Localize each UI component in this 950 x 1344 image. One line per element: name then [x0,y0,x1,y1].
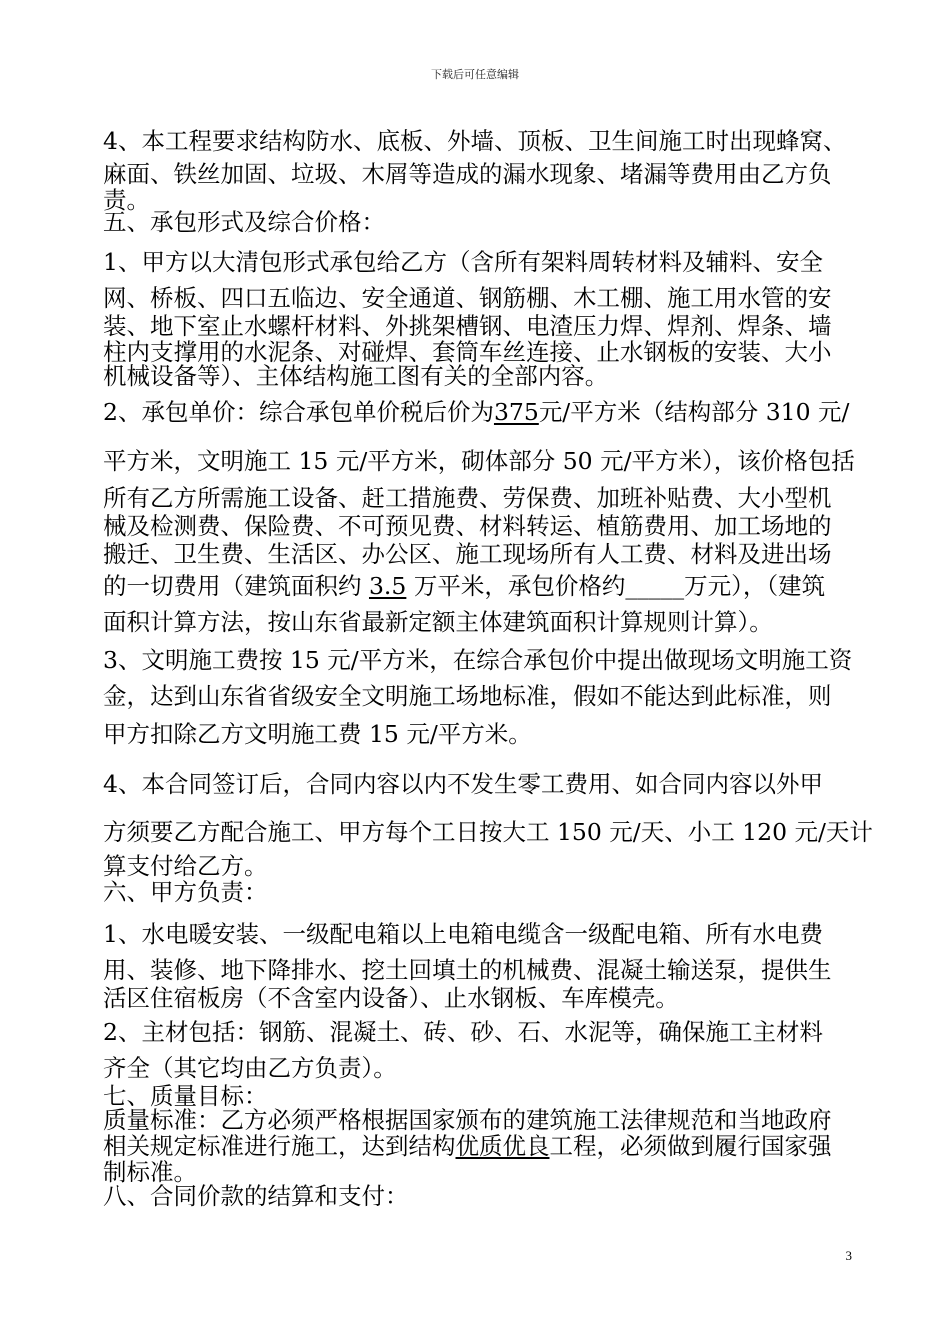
line-text: 工程，必须做到履行国家强 [549,1132,832,1160]
line-text: 相关规定标准进行施工，达到结构 [103,1132,456,1160]
line: 麻面、铁丝加固、垃圾、木屑等造成的漏水现象、堵漏等费用由乙方负 [103,160,832,188]
line [103,1132,832,1160]
line-text: 2、承包单价：综合承包单价税后价为 [103,398,494,426]
area-value: 3.5 [368,572,407,600]
line: 质量标准：乙方必须严格根据国家颁布的建筑施工法律规范和当地政府 [103,1106,832,1134]
line: 面积计算方法，按山东省最新定额主体建筑面积计算规则计算）。 [103,608,773,636]
line: 2、主材包括：钢筋、混凝土、砖、砂、石、水泥等，确保施工主材料 [103,1018,823,1046]
page-header: 下载后可任意编辑 [431,68,519,81]
section-heading: 八、合同价款的结算和支付： [103,1182,409,1210]
line: 4、本工程要求结构防水、底板、外墙、顶板、卫生间施工时出现蜂窝、 [103,127,847,155]
line: 制标准。 [103,1158,197,1186]
quality-grade: 优质优良 [455,1132,550,1160]
line: 所有乙方所需施工设备、赶工措施费、劳保费、加班补贴费、大小型机 [103,484,832,512]
section-heading: 七、质量目标： [103,1082,268,1110]
section-heading: 六、甲方负责： [103,878,268,906]
line: 机械设备等）、主体结构施工图有关的全部内容。 [103,362,609,390]
line [103,572,825,600]
page-number: 3 [845,1248,852,1263]
line: 平方米，文明施工 15 元/平方米，砌体部分 50 元/平方米），该价格包括 [103,447,855,475]
line: 活区住宿板房（不含室内设备）、止水钢板、车库模壳。 [103,984,679,1012]
line: 1、甲方以大清包形式承包给乙方（含所有架料周转材料及辅料、安全 [103,248,823,276]
line: 方须要乙方配合施工、甲方每个工日按大工 150 元/天、小工 120 元/天计 [103,818,873,846]
line: 责。 [103,186,150,214]
line: 装、地下室止水螺杆材料、外挑架槽钢、电渣压力焊、焊剂、焊条、墙 [103,312,832,340]
line-text: 万平米，承包价格约 [406,572,626,600]
line-text: 万元），（建筑 [684,572,826,600]
line: 齐全（其它均由乙方负责）。 [103,1054,397,1082]
line: 金，达到山东省省级安全文明施工场地标准，假如不能达到此标准，则 [103,682,832,710]
line: 算支付给乙方。 [103,852,268,880]
price-blank: _____ [625,572,685,600]
line [103,398,849,426]
line: 械及检测费、保险费、不可预见费、材料转运、植筋费用、加工场地的 [103,512,832,540]
line: 网、桥板、四口五临边、安全通道、钢筋棚、木工棚、施工用水管的安 [103,284,832,312]
line: 柱内支撑用的水泥条、对碰焊、套筒车丝连接、止水钢板的安装、大小 [103,338,832,366]
line-text: 元/平方米（结构部分 310 元/ [538,398,850,426]
line: 1、水电暖安装、一级配电箱以上电箱电缆含一级配电箱、所有水电费 [103,920,823,948]
line: 搬迁、卫生费、生活区、办公区、施工现场所有人工费、材料及进出场 [103,540,832,568]
line: 3、文明施工费按 15 元/平方米，在综合承包价中提出做现场文明施工资 [103,646,853,674]
unit-price-value: 375 [493,398,539,426]
section-heading: 五、承包形式及综合价格： [103,208,385,236]
line-text: 的一切费用（建筑面积约 [103,572,369,600]
line: 4、本合同签订后，合同内容以内不发生零工费用、如合同内容以外甲 [103,770,823,798]
line: 用、装修、地下降排水、挖土回填土的机械费、混凝土输送泵，提供生 [103,956,832,984]
line: 甲方扣除乙方文明施工费 15 元/平方米。 [103,720,532,748]
